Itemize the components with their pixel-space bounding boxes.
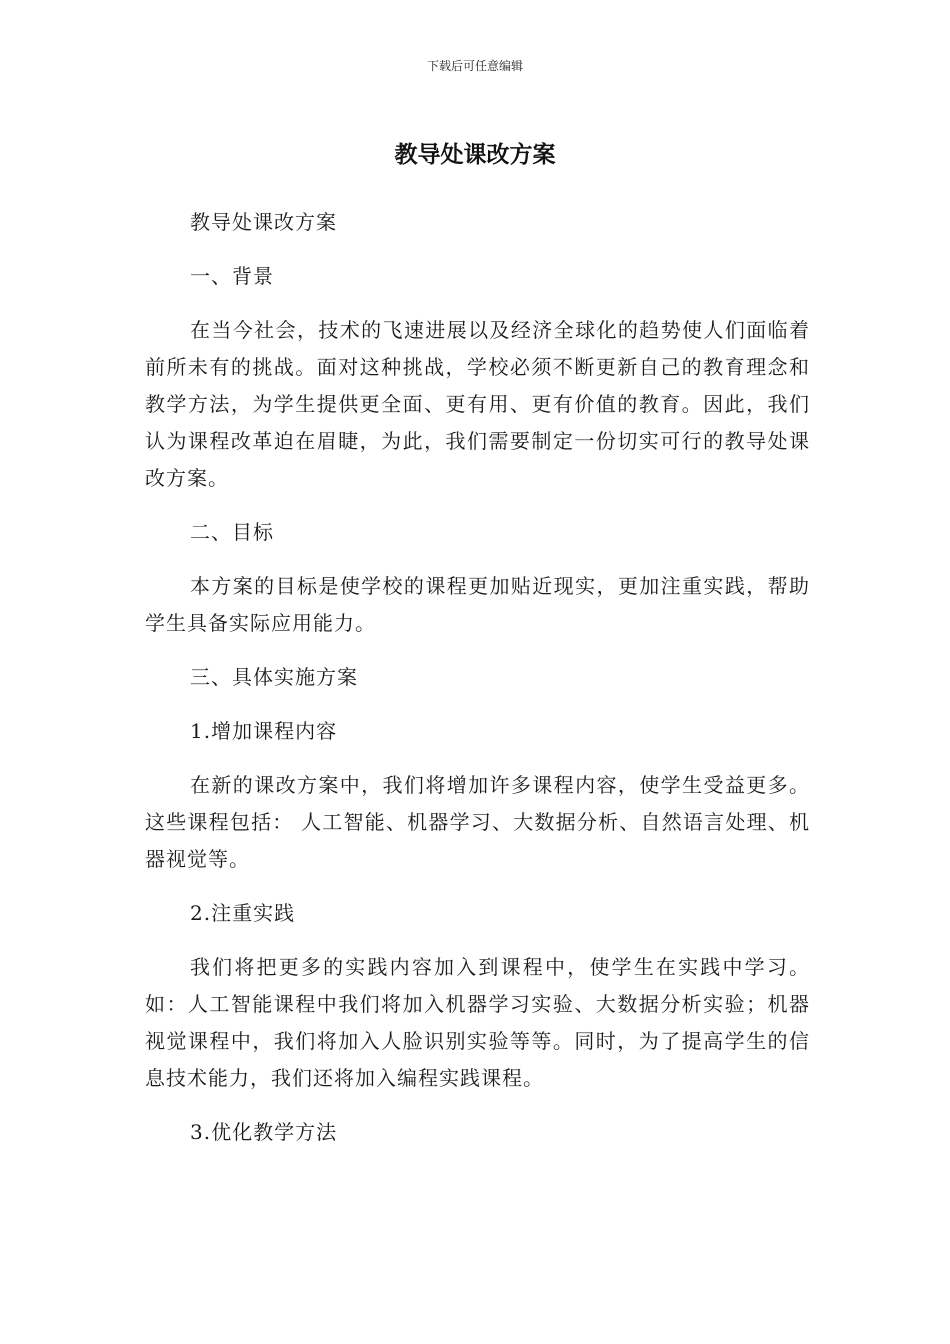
subheading-practice: 2.注重实践 bbox=[190, 901, 296, 925]
section-heading-goals: 二、目标 bbox=[190, 520, 274, 544]
subheading-teaching-methods: 3.优化教学方法 bbox=[190, 1120, 338, 1144]
document-title: 教导处课改方案 bbox=[394, 142, 556, 168]
header-note: 下载后可任意编辑 bbox=[426, 59, 523, 73]
paragraph-subtitle: 教导处课改方案 bbox=[190, 210, 337, 234]
subheading-add-courses: 1.增加课程内容 bbox=[190, 719, 338, 743]
paragraph-background: 在当今社会，技术的飞速进展以及经济全球化的趋势使人们面临着前所未有的挑战。面对这种挑战，学校必须不断更新自己的教育理念和教学方法，为学生提供更全面、更有用、更有价值的教育。因此，我们认为课程改革迫在眉睫，为此，我们需要制定一份切实可行的教导处课改方案。 bbox=[145, 318, 810, 490]
section-heading-background: 一、背景 bbox=[190, 264, 274, 288]
paragraph-goals: 本方案的目标是使学校的课程更加贴近现实，更加注重实践，帮助学生具备实际应用能力。 bbox=[145, 574, 810, 635]
paragraph-add-courses: 在新的课改方案中，我们将增加许多课程内容，使学生受益更多。这些课程包括： 人工智能、机器学习、大数据分析、自然语言处理、机器视觉等。 bbox=[145, 773, 810, 871]
paragraph-practice: 我们将把更多的实践内容加入到课程中，使学生在实践中学习。如：人工智能课程中我们将加入机器学习实验、大数据分析实验；机器视觉课程中，我们将加入人脸识别实验等等。同时，为了提高学生的信息技术能力，我们还将加入编程实践课程。 bbox=[145, 955, 810, 1090]
section-heading-implementation: 三、具体实施方案 bbox=[190, 665, 358, 689]
document-body bbox=[145, 204, 810, 1168]
